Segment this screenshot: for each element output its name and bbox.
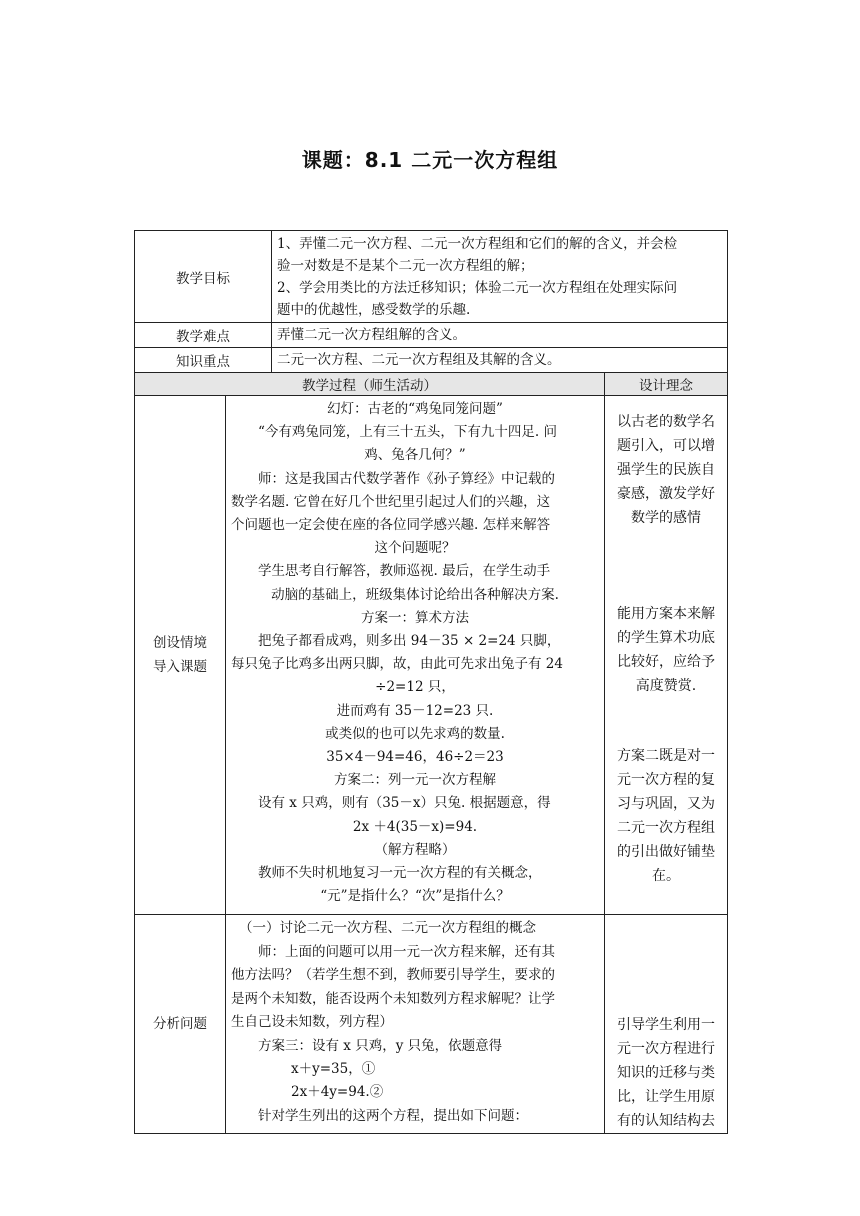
note-line: 习与巩固，又为 — [617, 796, 715, 812]
process-header-right: 设计理念 — [605, 373, 728, 396]
section-label-line: 创设情境 — [153, 635, 207, 652]
content-line: 方案二：列一元一次方程解 — [334, 772, 496, 789]
section-analysis-row — [135, 915, 728, 1134]
content-line: 35×4－94=46，46÷2＝23 — [326, 749, 504, 766]
content-line: 数学名题. 它曾在好几个世纪里引起过人们的兴趣，这 — [231, 493, 551, 510]
objectives-content — [272, 231, 728, 323]
section-analysis-label: 分析问题 — [135, 915, 226, 1134]
content-line: 针对学生列出的这两个方程，提出如下问题： — [258, 1107, 528, 1124]
content-line: 设有 x 只鸡，则有（35－x）只兔. 根据题意，得 — [258, 795, 551, 812]
note-spacer — [611, 698, 721, 744]
note-line: 的学生算术功底 — [617, 630, 715, 646]
objective-line: 验一对数是不是某个二元一次方程组的解； — [277, 258, 534, 274]
content-line: “元”是指什么？“次”是指什么？ — [320, 888, 510, 905]
difficulty-content — [272, 323, 728, 348]
note-line: 数学的感情 — [631, 510, 701, 526]
content-line: （一）讨论二元一次方程、二元一次方程组的概念 — [239, 920, 536, 937]
difficulty-label: 教学难点 — [135, 323, 272, 348]
note-line: 二元一次方程组 — [617, 820, 715, 836]
content-line: 把兔子都看成鸡，则多出 94－35 × 2=24 只脚， — [258, 633, 561, 650]
content-line: 生自己设未知数，列方程） — [231, 1014, 393, 1031]
note-line: 比较好，应给予 — [617, 654, 715, 670]
content-line: 方案一：算术方法 — [361, 609, 469, 626]
content-line: ÷2=12 只， — [375, 679, 455, 696]
content-line: 幻灯：古老的“鸡兔同笼问题” — [327, 401, 503, 417]
key-points-row — [135, 348, 728, 373]
lesson-plan-table — [134, 230, 728, 1134]
objective-line: 1、弄懂二元一次方程、二元一次方程组和它们的解的含义，并会检 — [277, 236, 678, 252]
content-line: 师：这是我国古代数学著作《孙子算经》中记载的 — [258, 470, 555, 487]
content-line: 教师不失时机地复习一元一次方程的有关概念， — [258, 865, 542, 882]
objective-line: 题中的优越性，感受数学的乐趣. — [277, 302, 471, 318]
difficulty-text: 弄懂二元一次方程组解的含义。 — [277, 327, 466, 343]
content-line: 进而鸡有 35－12=23 只. — [336, 702, 494, 719]
note-line: 知识的迁移与类 — [617, 1065, 715, 1082]
note-line: 豪感，激发学好 — [617, 486, 715, 502]
content-line: 2x ＋4(35－x)=94. — [352, 818, 478, 835]
content-line: 他方法吗？（若学生想不到，教师要引导学生，要求的 — [231, 967, 555, 984]
note-line: 元一次方程的复 — [617, 772, 715, 788]
content-line: 或类似的也可以先求鸡的数量. — [325, 725, 505, 742]
note-line: 能用方案本来解 — [617, 606, 715, 622]
note-line: 元一次方程进行 — [617, 1041, 715, 1058]
section-situation-label — [135, 396, 226, 915]
content-line: 这个问题呢？ — [374, 540, 456, 557]
process-header-row — [135, 373, 728, 396]
note-line: 在。 — [652, 868, 680, 884]
objectives-label: 教学目标 — [135, 231, 272, 323]
objective-line: 2、学会用类比的方法迁移知识；体验二元一次方程组在处理实际问 — [277, 280, 678, 296]
content-line: 方案三：设有 x 只鸡，y 只兔，依题意得 — [258, 1037, 503, 1054]
equation-line: 2x＋4y=94.② — [291, 1084, 384, 1101]
difficulty-row — [135, 323, 728, 348]
note-line: 引导学生利用一 — [617, 1017, 715, 1034]
section-situation-content — [226, 396, 605, 915]
key-points-content — [272, 348, 728, 373]
section-situation-row — [135, 396, 728, 915]
key-points-label: 知识重点 — [135, 348, 272, 373]
process-header-left: 教学过程（师生活动） — [135, 373, 605, 396]
section-analysis-content — [226, 915, 605, 1134]
note-line: 高度赞赏. — [635, 678, 697, 694]
note-line: 有的认知结构去 — [617, 1113, 715, 1130]
note-spacer — [611, 530, 721, 602]
note-line: 比，让学生用原 — [617, 1089, 715, 1106]
content-line: 是两个未知数，能否设两个未知数列方程求解呢？让学 — [231, 990, 555, 1007]
equation-line: x＋y=35，① — [291, 1060, 376, 1077]
note-line: 强学生的民族自 — [617, 462, 715, 478]
note-line: 以古老的数学名 — [617, 414, 715, 430]
note-line: 方案二既是对一 — [617, 748, 715, 764]
note-line: 的引出做好铺垫 — [617, 844, 715, 860]
content-line: 学生思考自行解答，教师巡视. 最后，在学生动手 — [258, 563, 551, 580]
section-situation-notes — [605, 396, 728, 915]
content-line: 动脑的基础上，班级集体讨论给出各种解决方案. — [271, 586, 559, 603]
content-line: 师：上面的问题可以用一元一次方程来解，还有其 — [258, 943, 555, 960]
section-analysis-notes — [605, 915, 728, 1134]
key-points-text: 二元一次方程、二元一次方程组及其解的含义。 — [277, 352, 561, 368]
content-line: 个问题也一定会使在座的各位同学感兴趣. 怎样来解答 — [231, 517, 551, 534]
page-title: 课题：8.1 二元一次方程组 — [301, 148, 559, 172]
note-line: 题引入，可以增 — [617, 438, 715, 454]
content-line: （解方程略） — [374, 841, 456, 858]
content-line: 每只兔子比鸡多出两只脚，故，由此可先求出兔子有 24 — [231, 656, 563, 673]
section-label-line: 导入课题 — [153, 659, 207, 676]
content-line: 鸡、兔各几何？” — [364, 447, 466, 464]
content-line: “今有鸡兔同笼，上有三十五头，下有九十四足. 问 — [258, 424, 557, 441]
objectives-row — [135, 231, 728, 323]
